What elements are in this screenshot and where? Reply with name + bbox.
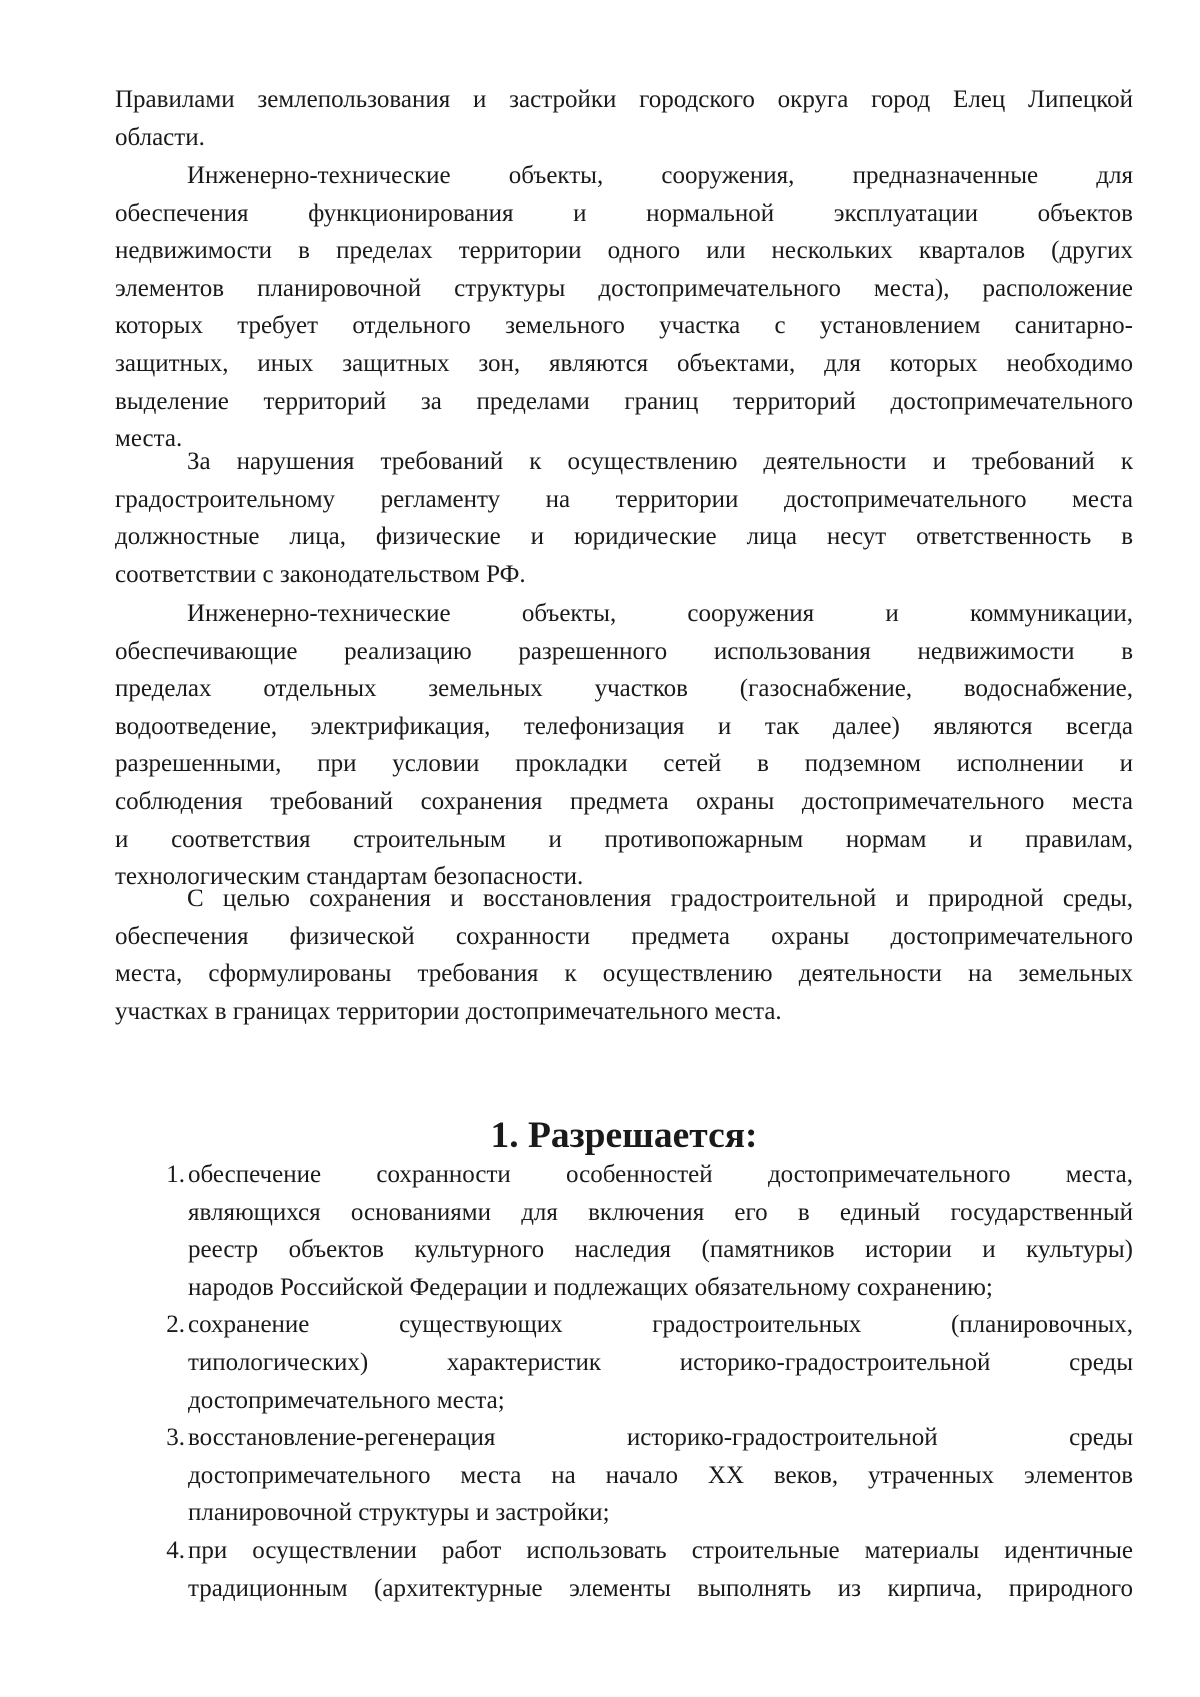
list-item <box>115 1419 1133 1532</box>
text-line: планировочной структуры и застройки; <box>188 1499 610 1527</box>
text-line: области. <box>115 123 205 151</box>
list-item <box>115 1532 1133 1607</box>
paragraph-engineering-objects <box>115 157 1133 458</box>
text-line: места. <box>115 425 183 453</box>
list-item-number: 2. <box>166 1311 185 1339</box>
text-line: защитных, иных защитных зон, являются объектами, для которых необходимо <box>115 349 1133 377</box>
text-line: обеспечивающие реализацию разрешенного использования недвижимости в <box>115 637 1133 665</box>
text-line: участках в границах территории достопримечательного места. <box>115 997 782 1025</box>
text-line: За нарушения требований к осуществлению деятельности и требований к <box>187 448 1133 475</box>
text-line: достопримечательного места; <box>188 1386 505 1414</box>
text-line: разрешенными, при условии прокладки сетей в подземном исполнении и <box>115 750 1133 778</box>
text-line: которых требует отдельного земельного участка с установлением санитарно- <box>115 312 1133 340</box>
text-line: С целью сохранения и восстановления градостроительной и природной среды, <box>187 885 1133 912</box>
text-line: должностные лица, физические и юридические лица несут ответственность в <box>115 523 1133 551</box>
text-line: обеспечение сохранности особенностей достопримечательного места, <box>188 1161 1133 1188</box>
text-line: и соответствия строительным и противопожарным нормам и правилам, <box>115 825 1133 853</box>
paragraph-rules-continuation <box>115 81 1133 156</box>
text-line: соответствии с законодательством РФ. <box>115 560 526 588</box>
allowed-list <box>115 1156 1133 1607</box>
text-line: выделение территорий за пределами границ территорий достопримечательного <box>115 387 1133 415</box>
text-line: Правилами землепользования и застройки городского округа город Елец Липецкой <box>115 86 1133 113</box>
list-item-number: 3. <box>166 1424 185 1452</box>
text-line: обеспечения физической сохранности предмета охраны достопримечательного <box>115 922 1133 950</box>
list-item <box>115 1306 1133 1419</box>
text-line: реестр объектов культурного наследия (памятников истории и культуры) <box>188 1236 1133 1264</box>
list-item-number: 4. <box>166 1536 185 1564</box>
text-line: восстановление-регенерация историко-градостроительной среды <box>188 1424 1133 1452</box>
text-line: места, сформулированы требования к осуществлению деятельности на земельных <box>115 960 1133 988</box>
paragraph-purpose <box>115 880 1133 1030</box>
text-line: технологическим стандартам безопасности. <box>115 863 584 891</box>
text-line: Инженерно-технические объекты, сооружения, предназначенные для <box>187 162 1133 189</box>
list-item <box>115 1156 1133 1306</box>
text-line: недвижимости в пределах территории одного или нескольких кварталов (других <box>115 237 1133 265</box>
text-line: типологических) характеристик историко-градостроительной среды <box>188 1348 1133 1376</box>
section-heading-allowed: 1. Разрешается: <box>490 1115 758 1156</box>
text-line: сохранение существующих градостроительных (планировочных, <box>188 1311 1133 1339</box>
text-line: обеспечения функционирования и нормальной эксплуатации объектов <box>115 199 1133 227</box>
text-line: пределах отдельных земельных участков (газоснабжение, водоснабжение, <box>115 675 1133 703</box>
text-line: соблюдения требований сохранения предмета охраны достопримечательного места <box>115 787 1133 815</box>
paragraph-engineering-communications <box>115 595 1133 896</box>
text-line: элементов планировочной структуры достопримечательного места), расположение <box>115 274 1133 302</box>
text-line: народов Российской Федерации и подлежащих обязательному сохранению; <box>188 1273 993 1301</box>
list-item-number: 1. <box>166 1161 185 1188</box>
text-line: при осуществлении работ использовать строительные материалы идентичные <box>188 1536 1133 1564</box>
text-line: являющихся основаниями для включения его в единый государственный <box>188 1198 1133 1226</box>
text-line: Инженерно-технические объекты, сооружения и коммуникации, <box>187 600 1133 627</box>
text-line: достопримечательного места на начало XX веков, утраченных элементов <box>188 1461 1133 1489</box>
text-line: градостроительному регламенту на территории достопримечательного места <box>115 485 1133 513</box>
text-line: водоотведение, электрификация, телефонизация и так далее) являются всегда <box>115 712 1133 740</box>
text-line: традиционным (архитектурные элементы выполнять из кирпича, природного <box>188 1574 1133 1602</box>
paragraph-violations <box>115 443 1133 593</box>
